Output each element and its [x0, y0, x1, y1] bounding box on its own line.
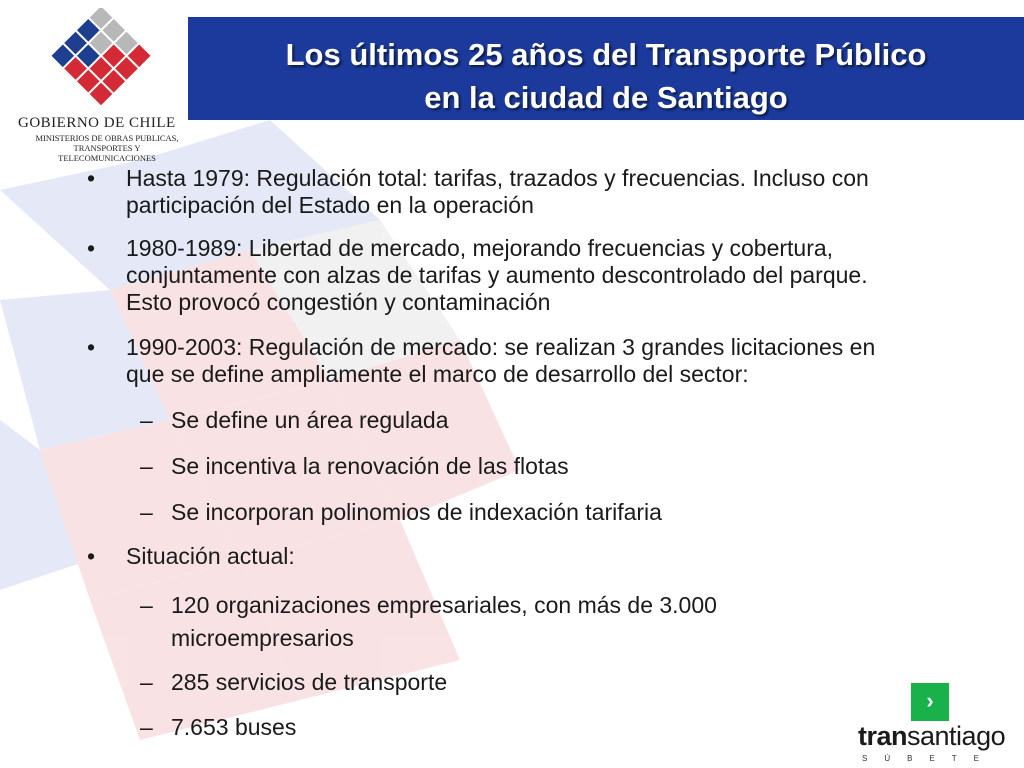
logo-ministry-line-2: TRANSPORTES Y [73, 143, 141, 153]
title-line-2: en la ciudad de Santiago [424, 80, 788, 115]
sub-bullet-text-line: Se incorporan polinomios de indexación tarifaria [171, 499, 662, 525]
bullet-item [87, 334, 986, 388]
bullet-item [87, 543, 986, 570]
logo-name: GOBIERNO DE CHILE [18, 115, 176, 131]
bullet-text-line: Esto provocó congestión y contaminación [126, 289, 551, 315]
brand-name [858, 721, 1005, 752]
logo-ministry-line-3: TELECOMUNICACIONES [58, 153, 156, 163]
bullet-text-line: que se define ampliamente el marco de desarrollo del sector: [126, 361, 749, 387]
sub-bullet-item [140, 669, 971, 696]
bullet-text-line: Hasta 1979: Regulación total: tarifas, trazados y frecuencias. Incluso con [126, 165, 869, 191]
dash-marker: – [140, 453, 153, 479]
chevron-right-icon: › [911, 683, 949, 721]
brand-name-regular: santiago [907, 721, 1006, 751]
slide-title [188, 33, 1024, 119]
bullet-text-line: Situación actual: [126, 543, 295, 569]
bullet-text-line: 1990-2003: Regulación de mercado: se realizan 3 grandes licitaciones en [126, 334, 876, 360]
bullet-marker: • [87, 543, 96, 569]
sub-bullet-item [140, 407, 971, 434]
brand-name-bold: tran [858, 721, 908, 751]
bullet-text-line: participación del Estado en la operación [126, 192, 534, 218]
brand-tagline: SÚBETE [862, 754, 997, 763]
bullet-marker: • [87, 165, 96, 191]
sub-bullet-item [140, 499, 971, 526]
title-line-1: Los últimos 25 años del Transporte Público [285, 37, 927, 72]
sub-bullet-text-line: 7.653 buses [171, 714, 297, 740]
sub-bullet-item [140, 453, 971, 480]
dash-marker: – [140, 499, 153, 525]
bullet-item [87, 165, 986, 219]
sub-bullet-text-line: microempresarios [171, 625, 354, 651]
bullet-item [87, 235, 986, 316]
sub-bullet-item [140, 589, 971, 655]
bullet-text-line: conjuntamente con alzas de tarifas y aumento descontrolado del parque. [126, 262, 868, 288]
bullet-marker: • [87, 334, 96, 360]
logo-ministry-line-1: MINISTERIOS DE OBRAS PUBLICAS, [35, 133, 179, 143]
dash-marker: – [140, 407, 153, 433]
transantiago-logo [858, 681, 1008, 761]
sub-bullet-text-line: Se incentiva la renovación de las flotas [171, 453, 569, 479]
sub-bullet-text-line: Se define un área regulada [171, 407, 449, 433]
sub-bullet-text-line: 120 organizaciones empresariales, con más de 3.000 [171, 592, 717, 618]
dash-marker: – [140, 592, 153, 618]
bullet-text-line: 1980-1989: Libertad de mercado, mejorando frecuencias y cobertura, [126, 235, 834, 261]
sub-bullet-item [140, 714, 971, 741]
sub-bullet-text-line: 285 servicios de transporte [171, 669, 448, 695]
bullet-marker: • [87, 235, 96, 261]
dash-marker: – [140, 714, 153, 740]
dash-marker: – [140, 669, 153, 695]
